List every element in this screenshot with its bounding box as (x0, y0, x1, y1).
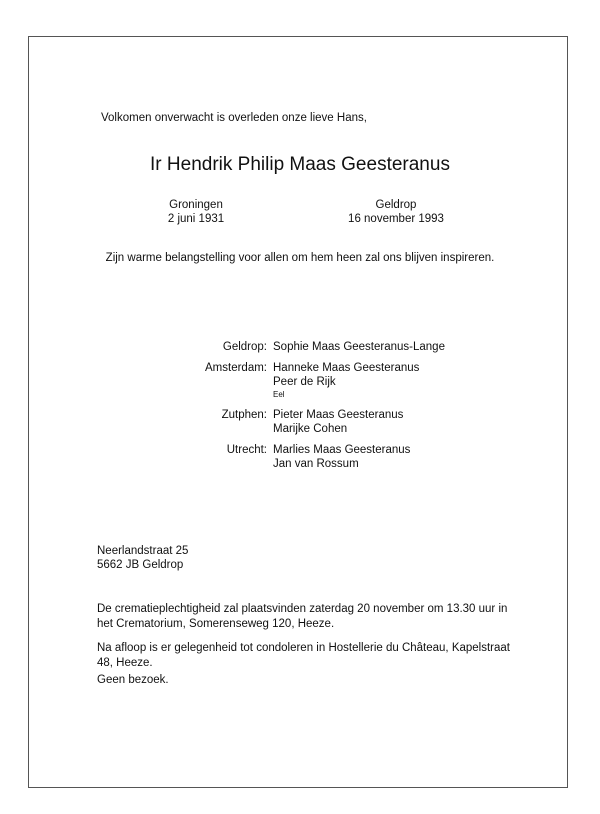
death-date: 16 november 1993 (348, 213, 444, 225)
family-member: Marlies Maas Geesteranus (273, 444, 411, 456)
family-note: Eel (273, 390, 285, 399)
family-member: Peer de Rijk (273, 376, 336, 388)
no-visit-text: Geen bezoek. (97, 674, 169, 686)
address-postal: 5662 JB Geldrop (97, 559, 184, 571)
family-city: Zutphen: (221, 409, 267, 421)
family-city: Utrecht: (226, 444, 267, 456)
ceremony-text: De crematieplechtigheid zal plaatsvinden zaterdag 20 november om 13.30 uur in het Crematorium, Somerenseweg 120, Heeze. (97, 603, 508, 630)
birth-date: 2 juni 1931 (167, 213, 225, 225)
family-member: Sophie Maas Geesteranus-Lange (273, 341, 445, 353)
family-city: Amsterdam: (205, 362, 267, 374)
death-place: Geldrop (375, 199, 417, 211)
address-street: Neerlandstraat 25 (97, 545, 189, 557)
family-city: Geldrop: (222, 341, 267, 353)
family-member: Jan van Rossum (273, 458, 359, 470)
family-member: Hanneke Maas Geesteranus (273, 362, 420, 374)
deceased-name: Ir Hendrik Philip Maas Geesteranus (150, 154, 450, 175)
tribute-line: Zijn warme belangstelling voor allen om hem heen zal ons blijven inspireren. (105, 252, 495, 264)
family-member: Marijke Cohen (273, 423, 348, 435)
family-member: Pieter Maas Geesteranus (273, 409, 404, 421)
opening-line: Volkomen onverwacht is overleden onze lieve Hans, (101, 112, 367, 124)
birth-place: Groningen (169, 199, 223, 211)
condolences-text: Na afloop is er gelegenheid tot condoleren in Hostellerie du Château, Kapelstraat 48, Heeze. (97, 642, 510, 669)
